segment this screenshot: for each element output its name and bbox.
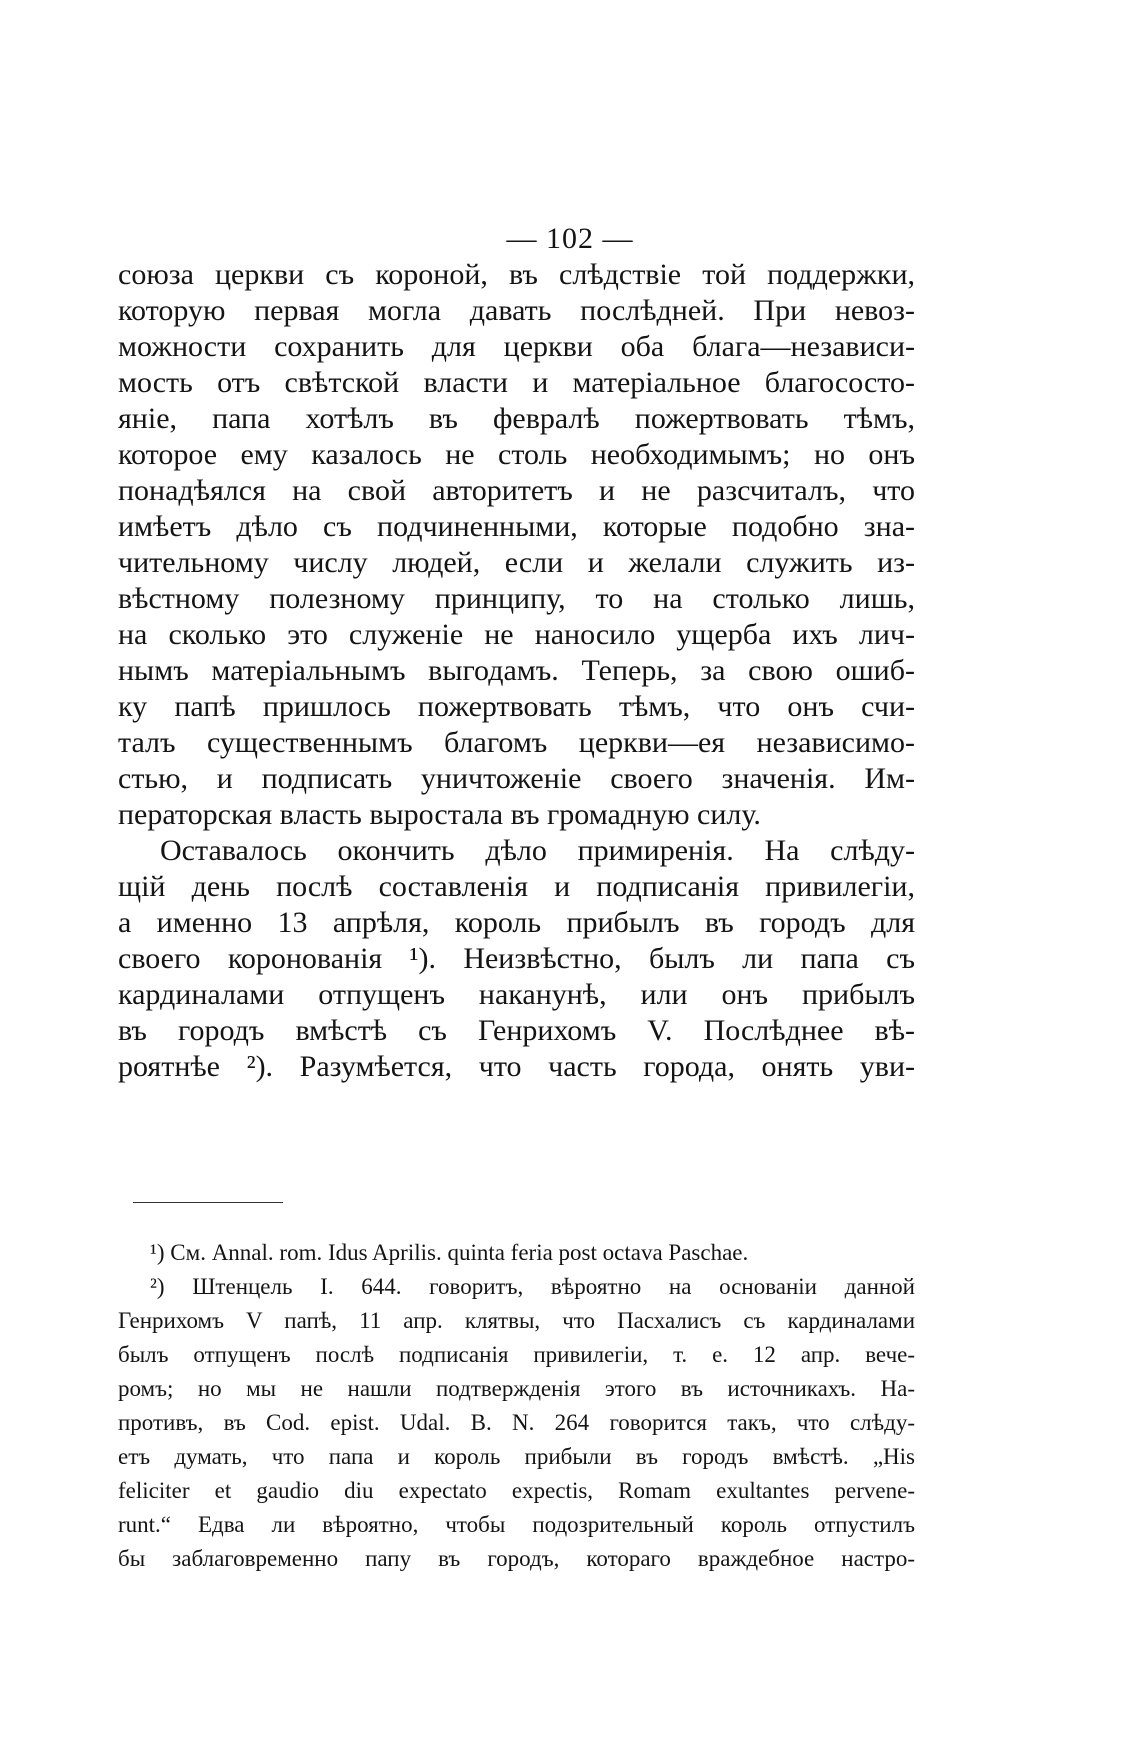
footnote-line: бы заблаговременно папу въ городъ, котораго враждебное настро- — [118, 1546, 915, 1571]
body-line: чительному числу людей, если и желали служить из- — [118, 546, 915, 579]
body-line: роятнѣе ²). Разумѣется, что часть города, онять уви- — [118, 1050, 915, 1083]
body-line: которую первая могла давать послѣдней. При невоз- — [118, 294, 915, 327]
body-line: въ городъ вмѣстѣ съ Генрихомъ V. Послѣднее вѣ- — [118, 1014, 915, 1047]
body-line: союза церкви съ короной, въ слѣдствіе той поддержки, — [118, 258, 915, 291]
footnote-line: feliciter et gaudio diu expectato expectis, Romam exultantes pervene- — [118, 1478, 915, 1503]
body-line: стью, и подписать уничтоженіе своего значенія. Им- — [118, 762, 915, 795]
body-line: яніе, папа хотѣлъ въ февралѣ пожертвовать тѣмъ, — [118, 402, 915, 435]
footnote-line: етъ думать, что папа и король прибыли въ городъ вмѣстѣ. „His — [118, 1444, 915, 1469]
body-line: мость отъ свѣтской власти и матеріальное благососто- — [118, 366, 915, 399]
body-line: талъ существеннымъ благомъ церкви—ея независимо- — [118, 726, 915, 759]
footnote-line: ¹) См. Annal. rom. Idus Aprilis. quinta feria post octava Paschae. — [150, 1240, 749, 1265]
body-line: ператорская власть выростала въ громадную силу. — [118, 798, 761, 831]
body-line: щій день послѣ составленія и подписанія привилегіи, — [118, 870, 915, 903]
footnote-line: былъ отпущенъ послѣ подписанія привилегіи, т. е. 12 апр. вече- — [118, 1342, 915, 1367]
body-line: имѣетъ дѣло съ подчиненными, которые подобно зна- — [118, 510, 915, 543]
body-line: а именно 13 апрѣля, король прибылъ въ городъ для — [118, 906, 915, 939]
body-line: ку папѣ пришлось пожертвовать тѣмъ, что онъ счи- — [118, 690, 915, 723]
body-line: своего коронованія ¹). Неизвѣстно, былъ ли папа съ — [118, 942, 915, 975]
body-line: на сколько это служеніе не наносило ущерба ихъ лич- — [118, 618, 915, 651]
body-line: Оставалось окончить дѣло примиренія. На слѣду- — [160, 834, 915, 867]
body-line: кардиналами отпущенъ наканунѣ, или онъ прибылъ — [118, 978, 915, 1011]
page-number: — 102 — — [506, 222, 634, 255]
body-line: можности сохранить для церкви оба блага—независи- — [118, 330, 915, 363]
body-line: вѣстному полезному принципу, то на столько лишь, — [118, 582, 915, 615]
body-line: нымъ матеріальнымъ выгодамъ. Теперь, за свою ошиб- — [118, 654, 915, 687]
footnote-line: ромъ; но мы не нашли подтвержденія этого въ источникахъ. На- — [118, 1376, 915, 1401]
body-line: понадѣялся на свой авторитетъ и не разсчиталъ, что — [118, 474, 915, 507]
footnote-divider — [133, 1202, 283, 1203]
footnote-line: runt.“ Едва ли вѣроятно, чтобы подозрительный король отпустилъ — [118, 1512, 915, 1537]
footnote-line: Генрихомъ V папѣ, 11 апр. клятвы, что Пасхалисъ съ кардиналами — [118, 1308, 915, 1333]
body-line: которое ему казалось не столь необходимымъ; но онъ — [118, 438, 915, 471]
footnote-line: противъ, въ Cod. epist. Udal. B. N. 264 говорится такъ, что слѣду- — [118, 1410, 915, 1435]
footnote-line: ²) Штенцель I. 644. говоритъ, вѣроятно на основаніи данной — [150, 1274, 915, 1299]
